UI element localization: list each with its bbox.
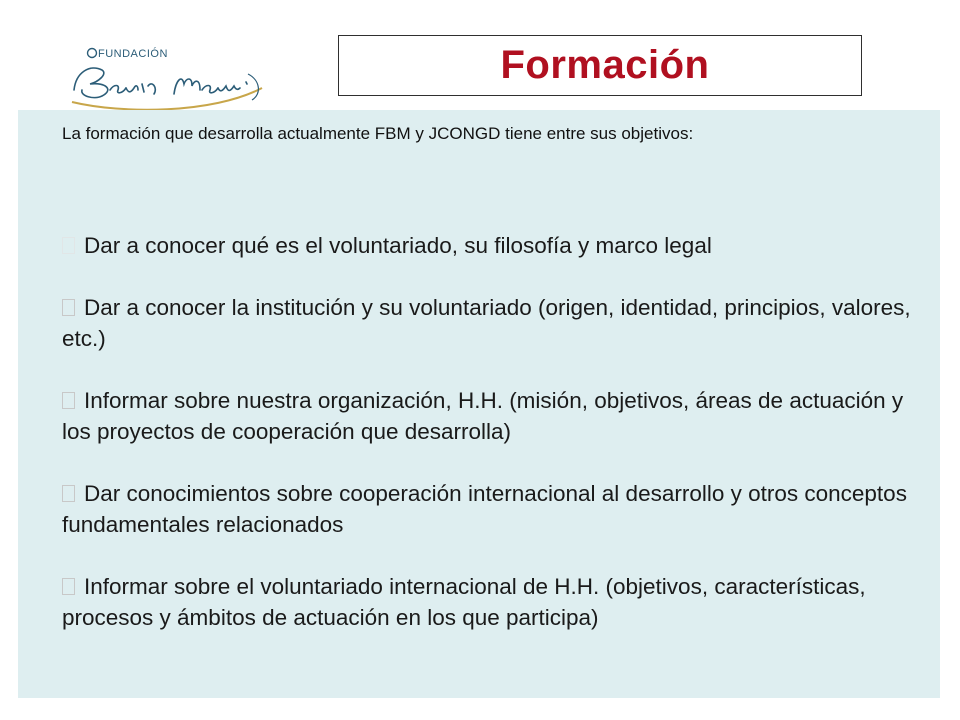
- logo-top-text: FUNDACIÓN: [98, 48, 168, 60]
- list-item: [62, 478, 932, 540]
- list-item: [62, 230, 932, 261]
- list-item: [62, 292, 932, 354]
- bullet-box-icon: [62, 299, 75, 316]
- bullet-box-icon: [62, 237, 75, 254]
- list-item-text: Dar conocimientos sobre cooperación internacional al desarrollo y otros conceptos fundamentales relacionados: [62, 481, 907, 537]
- bullet-box-icon: [62, 485, 75, 502]
- list-item-text: Informar sobre nuestra organización, H.H. (misión, objetivos, áreas de actuación y los proyectos de cooperación que desarrolla): [62, 388, 904, 444]
- list-item-text: Dar a conocer la institución y su voluntariado (origen, identidad, principios, valores, etc.): [62, 295, 911, 351]
- bullet-box-icon: [62, 578, 75, 595]
- list-item-text: Informar sobre el voluntariado internacional de H.H. (objetivos, características, procesos y ámbitos de actuación en los que participa): [62, 574, 866, 630]
- logo-signature-icon: [74, 68, 247, 98]
- objectives-list: [62, 230, 932, 664]
- intro-text: La formación que desarrolla actualmente FBM y JCONGD tiene entre sus objetivos:: [62, 124, 694, 143]
- fundacion-logo: [62, 40, 272, 112]
- logo-graphic: [62, 40, 272, 112]
- list-item: [62, 571, 932, 633]
- bullet-box-icon: [62, 392, 75, 409]
- logo-swoosh-icon: [72, 88, 262, 110]
- page-title: Formación: [500, 43, 710, 87]
- list-item: [62, 385, 932, 447]
- title-box: [338, 35, 862, 96]
- list-item-text: Dar a conocer qué es el voluntariado, su filosofía y marco legal: [84, 233, 712, 258]
- logo-emblem-icon: [88, 49, 97, 58]
